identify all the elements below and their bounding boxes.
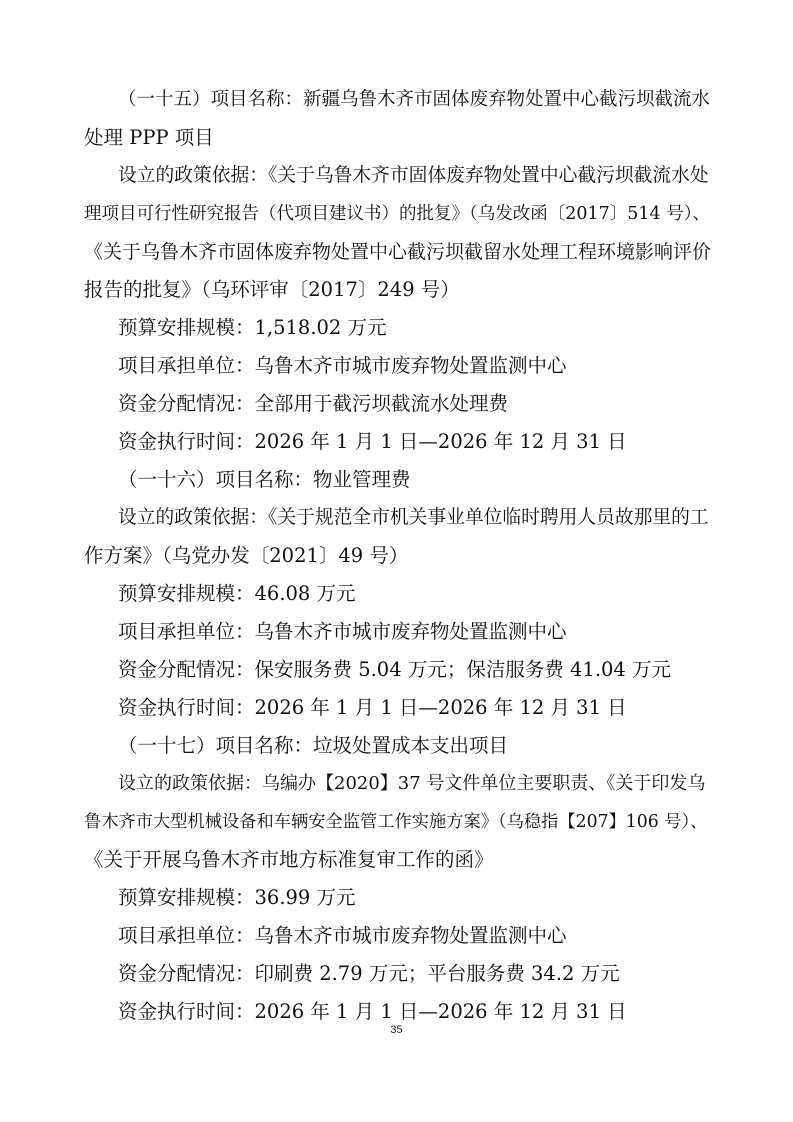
section-15-basis-3: 《关于乌鲁木齐市固体废弃物处置中心截污坝截留水处理工程环境影响评价: [84, 241, 712, 263]
section-15-unit: 项目承担单位：乌鲁木齐市城市废弃物处置监测中心: [118, 354, 567, 377]
section-17-allocation: 资金分配情况：印刷费 2.79 万元；平台服务费 34.2 万元: [118, 962, 620, 985]
section-15-heading-cont: 处理 PPP 项目: [84, 126, 214, 149]
section-16-basis-2: 作方案》（乌党办发〔2021〕49 号）: [84, 544, 409, 567]
section-15-basis-2: 理项目可行性研究报告（代项目建议书）的批复》（乌发改函〔2017〕514 号）、: [84, 204, 710, 224]
section-15-period: 资金执行时间：2026 年 1 月 1 日—2026 年 12 月 31 日: [118, 430, 627, 453]
section-17-basis-3: 《关于开展乌鲁木齐市地方标准复审工作的函》: [84, 848, 494, 871]
section-17-budget: 预算安排规模：36.99 万元: [118, 886, 356, 909]
section-17-basis-1: 设立的政策依据：乌编办【2020】37 号文件单位主要职责、《关于印发乌: [118, 773, 706, 794]
section-16-basis-1: 设立的政策依据：《关于规范全市机关事业单位临时聘用人员故那里的工: [118, 507, 709, 528]
section-17-heading: （一十七）项目名称：垃圾处置成本支出项目: [118, 734, 509, 757]
section-15-allocation: 资金分配情况：全部用于截污坝截流水处理费: [118, 392, 509, 415]
section-16-budget: 预算安排规模：46.08 万元: [118, 582, 356, 605]
section-17-basis-2: 鲁木齐市大型机械设备和车辆安全监管工作实施方案》（乌稳指【207】106 号）、: [84, 812, 708, 832]
section-17-period: 资金执行时间：2026 年 1 月 1 日—2026 年 12 月 31 日: [118, 1000, 627, 1023]
section-15-budget: 预算安排规模：1,518.02 万元: [118, 316, 387, 339]
page-number: 35: [390, 1024, 403, 1036]
section-15-heading: （一十五）项目名称：新疆乌鲁木齐市固体废弃物处置中心截污坝截流水: [118, 89, 711, 110]
section-16-unit: 项目承担单位：乌鲁木齐市城市废弃物处置监测中心: [118, 620, 567, 643]
section-17-unit: 项目承担单位：乌鲁木齐市城市废弃物处置监测中心: [118, 924, 567, 947]
section-15-basis-4: 报告的批复》（乌环评审〔2017〕249 号）: [84, 278, 460, 301]
section-16-heading: （一十六）项目名称：物业管理费: [118, 468, 411, 491]
section-16-period: 资金执行时间：2026 年 1 月 1 日—2026 年 12 月 31 日: [118, 696, 627, 719]
section-16-allocation: 资金分配情况：保安服务费 5.04 万元；保洁服务费 41.04 万元: [118, 658, 672, 681]
section-15-basis-1: 设立的政策依据：《关于乌鲁木齐市固体废弃物处置中心截污坝截流水处: [118, 165, 709, 186]
